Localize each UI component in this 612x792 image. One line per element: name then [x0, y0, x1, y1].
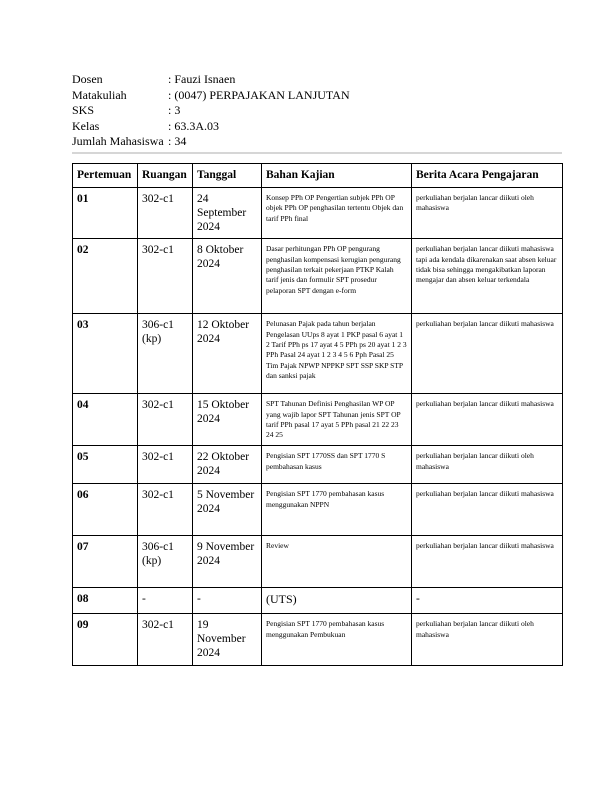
report-cell: perkuliahan berjalan lancar diikuti mahasiswa tapi ada kendala dikarenakan saat absen keluar tidak bisa sehingga mengakibatkan laporan mengajar dan absen keluar terkendala — [412, 239, 563, 314]
date-cell: - — [193, 588, 262, 614]
topic-cell: Pelunasan Pajak pada tahun berjalan Pengelasan UUps 8 ayat 1 PKP pasal 6 ayat 1 2 Tarif PPh ps 17 ayat 4 5 PPh ps 20 ayat 1 2 3 PPh Pasal 24 ayat 1 2 3 4 5 6 Pph Pasal 25 Tim Pajak NPWP NPPKP SPT SSP SKP STP dan sanksi pajak — [262, 314, 412, 394]
topic-cell: Pengisian SPT 1770 pembahasan kasus menggunakan NPPN — [262, 484, 412, 536]
topic-cell: (UTS) — [262, 588, 412, 614]
report-cell: perkuliahan berjalan lancar diikuti mahasiswa — [412, 536, 563, 588]
date-cell: 15 Oktober 2024 — [193, 394, 262, 446]
room-cell: 302-c1 — [138, 446, 193, 484]
date-cell: 19 November 2024 — [193, 614, 262, 666]
topic-cell: Pengisian SPT 1770SS dan SPT 1770 S pembahasan kasus — [262, 446, 412, 484]
header-room: Ruangan — [138, 164, 193, 188]
room-cell: 302-c1 — [138, 614, 193, 666]
topic-cell: Review — [262, 536, 412, 588]
topic-cell: SPT Tahunan Definisi Penghasilan WP OP yang wajib lapor SPT Tahunan jenis SPT OP tarif PPh pasal 17 ayat 5 PPh pasal 21 22 23 24 25 — [262, 394, 412, 446]
meeting-number: 09 — [73, 614, 138, 666]
room-cell: 302-c1 — [138, 394, 193, 446]
info-label: Kelas — [72, 118, 100, 133]
info-row-course — [72, 88, 350, 104]
info-value: : 63.3A.03 — [168, 118, 219, 133]
header-report: Berita Acara Pengajaran — [412, 164, 563, 188]
meeting-number: 01 — [73, 188, 138, 239]
table-row — [73, 536, 563, 588]
date-cell: 8 Oktober 2024 — [193, 239, 262, 314]
info-label: Matakuliah — [72, 87, 127, 102]
table-row — [73, 314, 563, 394]
date-cell: 12 Oktober 2024 — [193, 314, 262, 394]
info-value: : (0047) PERPAJAKAN LANJUTAN — [168, 87, 350, 102]
info-row-students — [72, 134, 350, 150]
info-row-credits — [72, 103, 350, 119]
topic-cell: Dasar perhitungan PPh OP pengurang penghasilan kompensasi kerugian pengurang penghasilan terkait pekerjaan PTKP Kalah tarif jenis dan formulir SPT prosedur pelaporan SPT dengan e-form — [262, 239, 412, 314]
date-cell: 22 Oktober 2024 — [193, 446, 262, 484]
info-label: SKS — [72, 103, 95, 117]
room-cell: 302-c1 — [138, 188, 193, 239]
schedule-table — [72, 163, 563, 666]
report-cell: perkuliahan berjalan lancar diikuti oleh mahasiswa — [412, 188, 563, 239]
meeting-number: 03 — [73, 314, 138, 394]
date-cell: 24 September 2024 — [193, 188, 262, 239]
info-value: : 3 — [168, 103, 181, 117]
report-cell: perkuliahan berjalan lancar diikuti mahasiswa — [412, 394, 563, 446]
room-cell: 302-c1 — [138, 239, 193, 314]
table-row — [73, 588, 563, 614]
table-row — [73, 446, 563, 484]
info-row-lecturer — [72, 72, 350, 88]
room-cell: 306-c1 (kp) — [138, 314, 193, 394]
info-value: : Fauzi Isnaen — [168, 72, 236, 86]
table-row — [73, 239, 563, 314]
table-row — [73, 394, 563, 446]
table-row — [73, 614, 563, 666]
topic-cell: Pengisian SPT 1770 pembahasan kasus menggunakan Pembukuan — [262, 614, 412, 666]
report-cell: perkuliahan berjalan lancar diikuti mahasiswa — [412, 484, 563, 536]
meeting-number: 06 — [73, 484, 138, 536]
meeting-number: 08 — [73, 588, 138, 614]
topic-cell: Konsep PPh OP Pengertian subjek PPh OP objek PPh OP penghasilan tertentu Objek dan tarif PPh final — [262, 188, 412, 239]
date-cell: 5 November 2024 — [193, 484, 262, 536]
report-cell: - — [412, 588, 563, 614]
info-label: Dosen — [72, 72, 103, 86]
room-cell: 302-c1 — [138, 484, 193, 536]
table-header-row — [73, 164, 563, 188]
meeting-number: 02 — [73, 239, 138, 314]
info-row-class — [72, 119, 350, 135]
header-date: Tanggal — [193, 164, 262, 188]
table-top-shading — [72, 152, 562, 154]
report-cell: perkuliahan berjalan lancar diikuti mahasiswa — [412, 314, 563, 394]
date-cell: 9 November 2024 — [193, 536, 262, 588]
header-topic: Bahan Kajian — [262, 164, 412, 188]
meeting-number: 07 — [73, 536, 138, 588]
meeting-number: 05 — [73, 446, 138, 484]
room-cell: 306-c1 (kp) — [138, 536, 193, 588]
report-cell: perkuliahan berjalan lancar diikuti oleh mahasiswa — [412, 446, 563, 484]
table-row — [73, 484, 563, 536]
room-cell: - — [138, 588, 193, 614]
info-value: : 34 — [168, 134, 187, 148]
course-info — [72, 72, 350, 150]
report-cell: perkuliahan berjalan lancar diikuti oleh mahasiswa — [412, 614, 563, 666]
meeting-number: 04 — [73, 394, 138, 446]
header-meeting: Pertemuan — [73, 164, 138, 188]
info-label: Jumlah Mahasiswa — [72, 134, 164, 148]
table-row — [73, 188, 563, 239]
